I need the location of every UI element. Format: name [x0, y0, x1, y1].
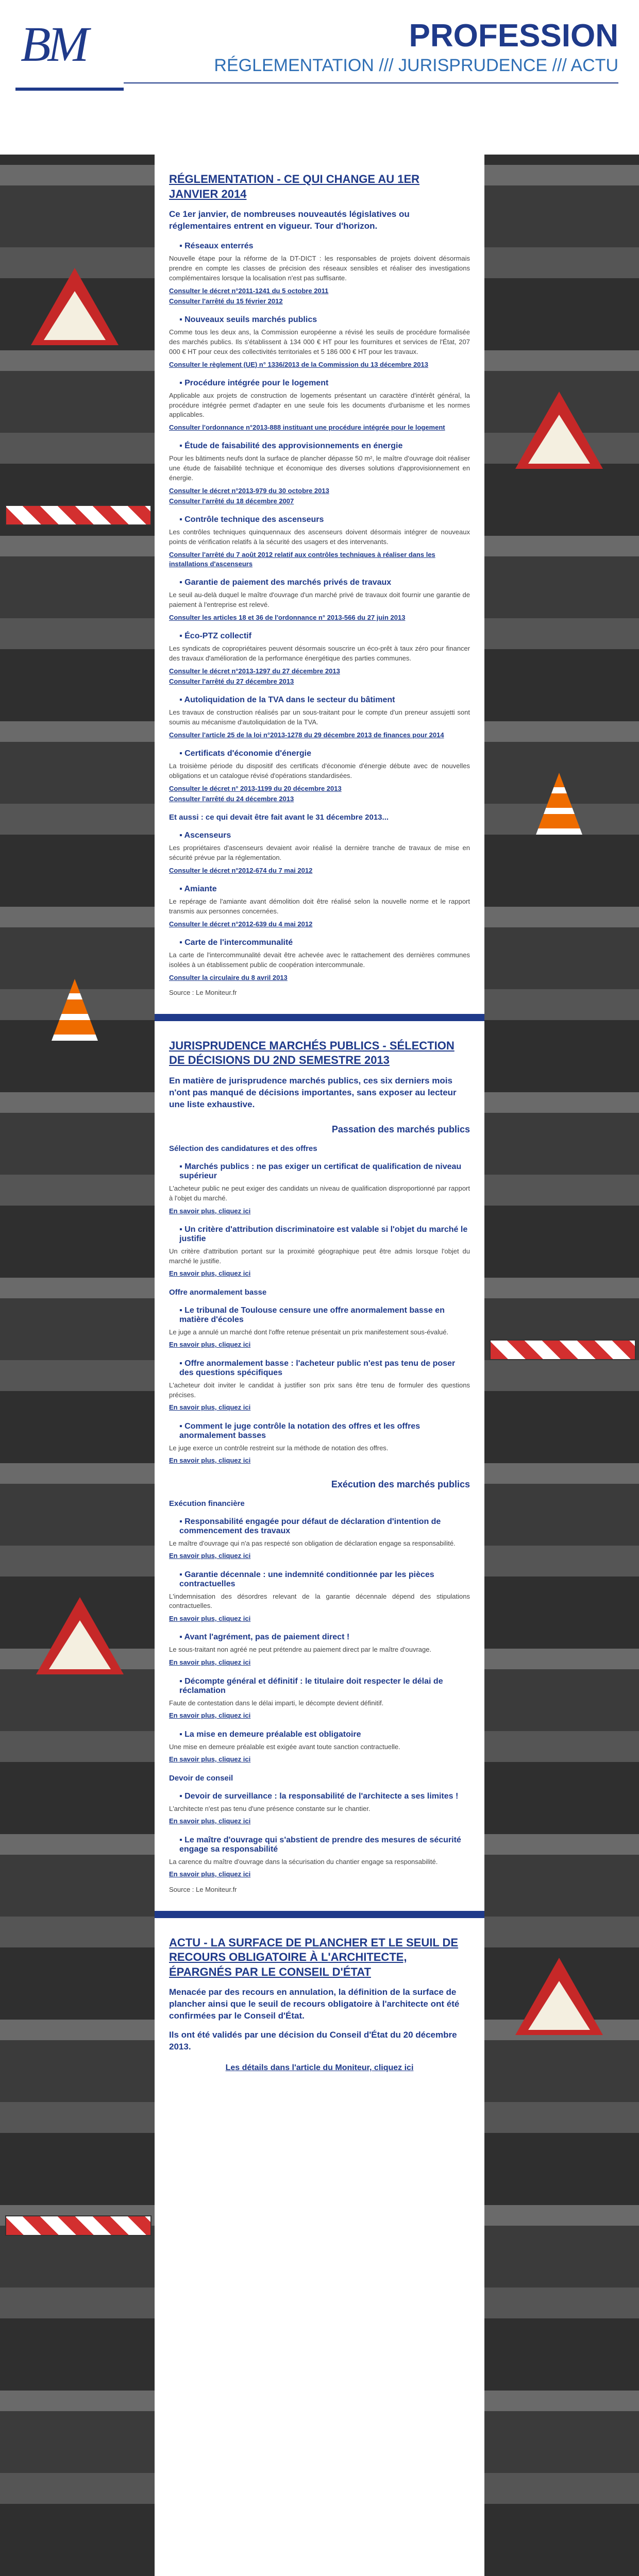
item-body: Le maître d'ouvrage qui n'a pas respecté son obligation de déclaration engage sa responsabilité.: [169, 1539, 456, 1547]
traffic-cone-icon: [52, 979, 98, 1041]
group-title: Exécution financière: [169, 1499, 245, 1508]
item-link[interactable]: Consulter l'arrêté du 18 décembre 2007: [169, 497, 294, 505]
warning-sign-icon: [31, 268, 119, 345]
barrier-icon: [5, 505, 152, 526]
jurisprudence-groups-execution: [169, 1499, 470, 1879]
item-body: Les propriétaires d'ascenseurs devaient avoir réalisé la dernière tranche de travaux de mise en sécurité prévue par la réglementation.: [169, 844, 470, 862]
item-title: ▪ Amiante: [179, 885, 470, 894]
traffic-cone-icon: [536, 773, 582, 835]
item-link[interactable]: En savoir plus, cliquez ici: [169, 1755, 251, 1764]
section-title: ACTU - LA SURFACE DE PLANCHER ET LE SEUIL DE RECOURS OBLIGATOIRE À L'ARCHITECTE, ÉPARGNÉS PAR LE CONSEIL D'ÉTAT: [169, 1936, 459, 1978]
item-title: ▪ Décompte général et définitif : le titulaire doit respecter le délai de réclamation: [179, 1677, 470, 1696]
item-title: ▪ Carte de l'intercommunalité: [179, 938, 470, 947]
subsection-title: Passation des marchés publics: [331, 1124, 470, 1134]
group-title: Sélection des candidatures et des offres: [169, 1144, 317, 1153]
barrier-icon: [5, 2215, 152, 2236]
item-title: ▪ Ascenseurs: [179, 831, 470, 840]
item-title: ▪ Offre anormalement basse : l'acheteur public n'est pas tenu de poser des questions spécifiques: [179, 1359, 470, 1378]
news-section: [169, 1936, 470, 2073]
item-link[interactable]: Consulter le règlement (UE) n° 1336/2013 de la Commission du 13 décembre 2013: [169, 360, 429, 368]
item-body: Les contrôles techniques quinquennaux des ascenseurs doivent désormais intégrer de nouveaux points de vérification relatifs à la sécurité des usagers et des intervenants.: [169, 528, 470, 546]
item-link[interactable]: En savoir plus, cliquez ici: [169, 1341, 251, 1349]
item-body: Applicable aux projets de construction de logements présentant un caractère d'intérêt général, la procédure intégrée permet d'adapter en une seule fois les documents d'urbanisme et les normes applicables.: [169, 391, 470, 419]
item-title: ▪ Avant l'agrément, pas de paiement direct !: [179, 1633, 470, 1642]
item-title: ▪ Marchés publics : ne pas exiger un certificat de qualification de niveau supérieur: [179, 1162, 470, 1181]
section-title: JURISPRUDENCE MARCHÉS PUBLICS - SÉLECTION DE DÉCISIONS DU 2ND SEMESTRE 2013: [169, 1039, 455, 1067]
regulation-group-items: [169, 831, 470, 982]
jurisprudence-groups: [169, 1144, 470, 1466]
item-link[interactable]: Consulter l'arrêté du 15 février 2012: [169, 297, 283, 305]
item-title: ▪ Le tribunal de Toulouse censure une offre anormalement basse en matière d'écoles: [179, 1306, 470, 1325]
news-body: Ils ont été validés par une décision du Conseil d'État du 20 décembre 2013.: [169, 2030, 457, 2052]
item-link[interactable]: Consulter le décret n°2012-639 du 4 mai 2012: [169, 920, 313, 928]
warning-sign-icon: [515, 392, 603, 469]
section-separator: [155, 1014, 484, 1021]
item-body: Pour les bâtiments neufs dont la surface de plancher dépasse 50 m², le maître d'ouvrage doit réaliser une étude de faisabilité technique et économique des diverses solutions d'approvisionnement en énergie.: [169, 454, 470, 482]
item-body: La carte de l'intercommunalité devait être achevée avec le rattachement des dernières communes isolées à un établissement public de coopération intercommunale.: [169, 951, 470, 969]
item-body: Le seuil au-delà duquel le maître d'ouvrage d'un marché privé de travaux doit fournir une garantie de paiement à l'entreprise est relevé.: [169, 591, 470, 609]
item-body: Le repérage de l'amiante avant démolition doit être réalisé selon la nouvelle norme et le rapport transmis aux personnes concernées.: [169, 897, 470, 915]
item-link[interactable]: En savoir plus, cliquez ici: [169, 1403, 251, 1412]
item-body: Le juge exerce un contrôle restreint sur la méthode de notation des offres.: [169, 1444, 389, 1452]
item-link[interactable]: Consulter l'arrêté du 27 décembre 2013: [169, 677, 294, 686]
item-link[interactable]: En savoir plus, cliquez ici: [169, 1615, 251, 1623]
item-link[interactable]: Consulter les articles 18 et 36 de l'ordonnance n° 2013-566 du 27 juin 2013: [169, 614, 406, 622]
subsection-title: Exécution des marchés publics: [331, 1479, 470, 1489]
item-title: ▪ Garantie de paiement des marchés privés de travaux: [179, 578, 470, 587]
item-link[interactable]: Consulter l'arrêté du 24 décembre 2013: [169, 795, 294, 803]
item-link[interactable]: Consulter le décret n°2013-1297 du 27 décembre 2013: [169, 667, 340, 675]
group-title: Devoir de conseil: [169, 1773, 233, 1783]
item-title: ▪ Garantie décennale : une indemnité conditionnée par les pièces contractuelles: [179, 1570, 470, 1589]
section-title: RÉGLEMENTATION - CE QUI CHANGE AU 1ER JANVIER 2014: [169, 173, 420, 200]
item-title: ▪ La mise en demeure préalable est obligatoire: [179, 1730, 470, 1739]
item-link[interactable]: Consulter l'ordonnance n°2013-888 instituant une procédure intégrée pour le logement: [169, 423, 445, 432]
item-link[interactable]: Consulter l'arrêté du 7 août 2012 relatif aux contrôles techniques à réaliser dans les installations d'ascenseurs: [169, 551, 435, 568]
item-title: ▪ Un critère d'attribution discriminatoire est valable si l'objet du marché le justifie: [179, 1225, 470, 1244]
item-link[interactable]: En savoir plus, cliquez ici: [169, 1658, 251, 1667]
item-title: ▪ Responsabilité engagée pour défaut de déclaration d'intention de commencement des travaux: [179, 1517, 470, 1536]
item-link[interactable]: Consulter le décret n°2013-979 du 30 octobre 2013: [169, 486, 329, 495]
logo-mark: BM: [21, 16, 86, 72]
regulation-section: [169, 172, 470, 996]
item-body: La troisième période du dispositif des certificats d'économie d'énergie débute avec de nouvelles obligations et un catalogue révisé d'opérations standardisées.: [169, 762, 470, 780]
item-body: Le juge a annulé un marché dont l'offre retenue présentait un prix manifestement sous-évalué.: [169, 1328, 449, 1336]
background-right-panel: [484, 0, 639, 2576]
section-intro: Ce 1er janvier, de nombreuses nouveautés législatives ou réglementaires entrent en vigueur. Tour d'horizon.: [169, 209, 410, 231]
item-link[interactable]: En savoir plus, cliquez ici: [169, 1711, 251, 1720]
item-link[interactable]: Consulter le décret n°2011-1241 du 5 octobre 2011: [169, 286, 329, 295]
jurisprudence-section: [169, 1039, 470, 1893]
item-link[interactable]: Consulter le décret n°2012-674 du 7 mai 2012: [169, 866, 313, 874]
page-title: PROFESSION: [409, 18, 618, 54]
page-subtitle: RÉGLEMENTATION /// JURISPRUDENCE /// ACTU: [214, 56, 618, 75]
item-body: Nouvelle étape pour la réforme de la DT-DICT : les responsables de projets doivent désormais prendre en compte les classes de précision des réseaux sensibles et réaliser des investigations complémentaires lorsque la localisation n'est pas suffisante.: [169, 255, 470, 282]
item-body: Comme tous les deux ans, la Commission européenne a révisé les seuils de procédure formalisée des marchés publics. Ils s'établissent à 134 000 € HT pour les fournitures et services de l'État, 207 000 € HT pour ceux des collectivités territoriales et 5 186 000 € HT pour les travaux.: [169, 328, 470, 355]
barrier-icon: [490, 1340, 636, 1360]
item-title: ▪ Comment le juge contrôle la notation des offres et les offres anormalement basses: [179, 1422, 470, 1440]
item-link[interactable]: Consulter le décret n° 2013-1199 du 20 décembre 2013: [169, 784, 342, 792]
background-left-panel: [0, 0, 155, 2576]
item-title: ▪ Éco-PTZ collectif: [179, 632, 470, 641]
item-link[interactable]: En savoir plus, cliquez ici: [169, 1817, 251, 1825]
item-body: La carence du maître d'ouvrage dans la sécurisation du chantier engage sa responsabilité.: [169, 1857, 438, 1866]
item-body: Un critère d'attribution portant sur la proximité géographique peut être admis lorsque l'objet du marché le justifie.: [169, 1247, 470, 1265]
regulation-items: [169, 242, 470, 804]
group-title: Et aussi : ce qui devait être fait avant le 31 décembre 2013...: [169, 813, 389, 822]
item-body: Faute de contestation dans le délai imparti, le décompte devient définitif.: [169, 1699, 384, 1707]
item-title: ▪ Contrôle technique des ascenseurs: [179, 515, 470, 524]
item-link[interactable]: Consulter l'article 25 de la loi n°2013-1278 du 29 décembre 2013 de finances pour 2014: [169, 731, 444, 739]
item-body: Les travaux de construction réalisés par un sous-traitant pour le compte d'un preneur assujetti sont soumis au mécanisme d'autoliquidation de la TVA.: [169, 708, 470, 726]
item-body: L'acheteur doit inviter le candidat à justifier son prix sans être tenu de formuler des questions précises.: [169, 1381, 470, 1399]
source-text: Source : Le Moniteur.fr: [169, 1885, 237, 1893]
item-body: L'indemnisation des désordres relevant de la garantie décennale dépend des stipulations contractuelles.: [169, 1592, 470, 1610]
header-divider: [124, 82, 618, 83]
item-body: Une mise en demeure préalable est exigée avant toute sanction contractuelle.: [169, 1742, 400, 1751]
section-separator: [155, 1911, 484, 1918]
item-title: ▪ Devoir de surveillance : la responsabilité de l'architecte a ses limites !: [179, 1792, 470, 1801]
item-link[interactable]: En savoir plus, cliquez ici: [169, 1456, 251, 1465]
group-title: Offre anormalement basse: [169, 1287, 267, 1297]
item-link[interactable]: En savoir plus, cliquez ici: [169, 1870, 251, 1878]
section-intro: En matière de jurisprudence marchés publics, ces six derniers mois n'ont pas manqué de décisions importantes, sans exposer au lecteur une liste exhaustive.: [169, 1076, 457, 1109]
item-title: ▪ Autoliquidation de la TVA dans le secteur du bâtiment: [179, 696, 470, 705]
item-title: ▪ Étude de faisabilité des approvisionnements en énergie: [179, 442, 470, 451]
warning-sign-icon: [515, 1958, 603, 2035]
warning-sign-icon: [36, 1597, 124, 1674]
item-link[interactable]: En savoir plus, cliquez ici: [169, 1207, 251, 1215]
source-text: Source : Le Moniteur.fr: [169, 988, 237, 996]
item-title: ▪ Le maître d'ouvrage qui s'abstient de prendre des mesures de sécurité engage sa responsabilité: [179, 1836, 470, 1854]
item-title: ▪ Nouveaux seuils marchés publics: [179, 315, 470, 325]
item-link[interactable]: En savoir plus, cliquez ici: [169, 1269, 251, 1278]
item-body: Les syndicats de copropriétaires peuvent désormais souscrire un éco-prêt à taux zéro pour financer des travaux d'amélioration de la performance énergétique des parties communes.: [169, 645, 470, 663]
item-link[interactable]: En savoir plus, cliquez ici: [169, 1552, 251, 1560]
item-link[interactable]: Consulter la circulaire du 8 avril 2013: [169, 973, 288, 981]
newsletter-content: [155, 155, 484, 2576]
item-title: ▪ Réseaux enterrés: [179, 242, 470, 251]
item-title: ▪ Certificats d'économie d'énergie: [179, 749, 470, 758]
item-body: Le sous-traitant non agréé ne peut prétendre au paiement direct par le maître d'ouvrage.: [169, 1646, 432, 1654]
item-title: ▪ Procédure intégrée pour le logement: [179, 379, 470, 388]
logo: [15, 10, 124, 91]
item-body: L'architecte n'est pas tenu d'une présence constante sur le chantier.: [169, 1804, 371, 1812]
article-link[interactable]: Les détails dans l'article du Moniteur, cliquez ici: [225, 2063, 414, 2073]
header: [0, 0, 639, 155]
news-body: Menacée par des recours en annulation, la définition de la surface de plancher ainsi que le seuil de recours obligatoire à l'architecte ont été confirmées par le Conseil d'État.: [169, 1987, 460, 2021]
item-body: L'acheteur public ne peut exiger des candidats un niveau de qualification disproportionné par rapport à l'objet du marché.: [169, 1184, 470, 1202]
